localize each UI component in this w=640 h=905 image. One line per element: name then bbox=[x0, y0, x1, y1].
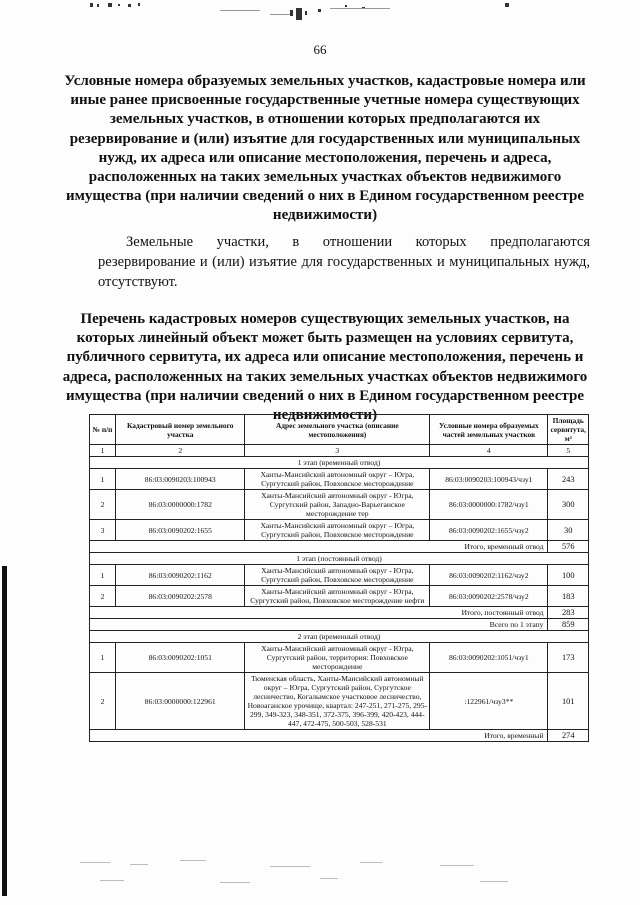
area: 30 bbox=[548, 520, 589, 541]
cadastral-number: 86:03:0090202:1655 bbox=[116, 520, 245, 541]
body-paragraph: Земельные участки, в отношении которых предполагаются резервирование и (или) изъятие для государственных и муниципальных нужд, отсутствуют. bbox=[98, 234, 590, 290]
row-number: 2 bbox=[90, 586, 116, 607]
col-num: 5 bbox=[548, 445, 589, 457]
address: Ханты-Мансийский автономный округ – Югра, Сургутский район, Повховское месторождение bbox=[245, 469, 430, 490]
row-number: 1 bbox=[90, 469, 116, 490]
section-heading-servitude: Перечень кадастровых номеров существующих земельных участков, на которых линейный объект может быть размещен на условиях сервитута, публичного сервитута, их адреса или описание местоположения, перечень и адреса, расположенных на таких земельных участках объектов недвижимого имущества (при наличии сведений о них в Едином государственном реестре недвижимости) bbox=[62, 311, 588, 424]
header-number: № п/п bbox=[90, 415, 116, 445]
total-label: Итого, постоянный отвод bbox=[90, 607, 548, 619]
section-heading-reservation: Условные номера образуемых земельных участков, кадастровые номера или иные ранее присвоенные государственные учетные номера существующих земельных участков, в отношении которых предполагаются их резервирование и (или) изъятие для государственных или муниципальных нужд, их адреса или описание местоположения, перечень и адреса, расположенных на таких земельных участках объектов недвижимого имущества (при наличии сведений о них в Едином государственном реестре недвижимости) bbox=[64, 73, 586, 224]
cadastral-number: 86:03:0090202:2578 bbox=[116, 586, 245, 607]
area: 300 bbox=[548, 490, 589, 520]
stage-row bbox=[90, 457, 589, 469]
total-row bbox=[90, 730, 589, 742]
address: Ханты-Мансийский автономный округ - Югра, Сургутский район, территория: Повховское месторождение bbox=[245, 643, 430, 673]
row-number: 2 bbox=[90, 673, 116, 730]
total-row bbox=[90, 541, 589, 553]
header-part-numbers: Условные номера образуемых частей земельных участков bbox=[430, 415, 548, 445]
table-row bbox=[90, 565, 589, 586]
col-num: 3 bbox=[245, 445, 430, 457]
cadastral-number: 86:03:0090202:1162 bbox=[116, 565, 245, 586]
header-cadastral: Кадастровый номер земельного участка bbox=[116, 415, 245, 445]
address: Ханты-Мансийский автономный округ – Югра, Сургутский район, Повховское месторождение bbox=[245, 520, 430, 541]
part-number: :122961/чзу3** bbox=[430, 673, 548, 730]
cadastral-number: 86:03:0000000:122961 bbox=[116, 673, 245, 730]
cadastral-number: 86:03:0090203:100943 bbox=[116, 469, 245, 490]
table-row bbox=[90, 520, 589, 541]
stage-row bbox=[90, 631, 589, 643]
part-number: 86:03:0090202:1655/чзу2 bbox=[430, 520, 548, 541]
col-num: 2 bbox=[116, 445, 245, 457]
part-number: 86:03:0000000:1782/чзу1 bbox=[430, 490, 548, 520]
part-number: 86:03:0090202:1051/чзу1 bbox=[430, 643, 548, 673]
address: Ханты-Мансийский автономный округ - Югра, Сургутский район, Западно-Варьеганское месторождение тер bbox=[245, 490, 430, 520]
header-area: Площадь сервитута, м² bbox=[548, 415, 589, 445]
area: 173 bbox=[548, 643, 589, 673]
part-number: 86:03:0090202:1162/чзу2 bbox=[430, 565, 548, 586]
stage-title: 1 этап (постоянный отвод) bbox=[90, 553, 589, 565]
servitude-table bbox=[89, 414, 589, 742]
total-label: Итого, временный отвод bbox=[90, 541, 548, 553]
grand-total-value: 859 bbox=[548, 619, 589, 631]
total-value: 274 bbox=[548, 730, 589, 742]
total-label: Итого, временный bbox=[90, 730, 548, 742]
part-number: 86:03:0090203:100943/чзу1 bbox=[430, 469, 548, 490]
table-row bbox=[90, 673, 589, 730]
grand-total-label: Всего по 1 этапу bbox=[90, 619, 548, 631]
total-value: 576 bbox=[548, 541, 589, 553]
row-number: 1 bbox=[90, 643, 116, 673]
address: Ханты-Мансийский автономный округ - Югра, Сургутский район, Повховское месторождение нефти bbox=[245, 586, 430, 607]
scan-artifacts-bottom bbox=[60, 850, 580, 900]
table-row bbox=[90, 469, 589, 490]
part-number: 86:03:0090202:2578/чзу2 bbox=[430, 586, 548, 607]
address: Тюменская область, Ханты-Мансийский автономный округ – Югра, Сургутский район, Сургутское лесничество, Когалымское участковое лесничество, Новоаганское урочище, квартал: 247-251, 271-275, 295-299, 349-323, 348-351, 372-375, 396-399, 420-423, 444-447, 472-475, 500-503, 528-531 bbox=[245, 673, 430, 730]
scan-artifacts-top bbox=[0, 0, 640, 30]
area: 100 bbox=[548, 565, 589, 586]
table-header-row bbox=[90, 415, 589, 445]
page-number: 66 bbox=[313, 42, 327, 57]
scan-edge-bar bbox=[2, 566, 7, 896]
col-num: 1 bbox=[90, 445, 116, 457]
table-row bbox=[90, 643, 589, 673]
col-num: 4 bbox=[430, 445, 548, 457]
area: 183 bbox=[548, 586, 589, 607]
address: Ханты-Мансийский автономный округ - Югра, Сургутский район, Повховское месторождение bbox=[245, 565, 430, 586]
stage-row bbox=[90, 553, 589, 565]
total-value: 283 bbox=[548, 607, 589, 619]
grand-total-row bbox=[90, 619, 589, 631]
header-address: Адрес земельного участка (описание местоположения) bbox=[245, 415, 430, 445]
cadastral-number: 86:03:0090202:1051 bbox=[116, 643, 245, 673]
area: 243 bbox=[548, 469, 589, 490]
table-row bbox=[90, 490, 589, 520]
stage-title: 1 этап (временный отвод) bbox=[90, 457, 589, 469]
row-number: 2 bbox=[90, 490, 116, 520]
total-row bbox=[90, 607, 589, 619]
stage-title: 2 этап (временный отвод) bbox=[90, 631, 589, 643]
column-number-row bbox=[90, 445, 589, 457]
row-number: 1 bbox=[90, 565, 116, 586]
table-row bbox=[90, 586, 589, 607]
cadastral-number: 86:03:0000000:1782 bbox=[116, 490, 245, 520]
area: 101 bbox=[548, 673, 589, 730]
row-number: 3 bbox=[90, 520, 116, 541]
